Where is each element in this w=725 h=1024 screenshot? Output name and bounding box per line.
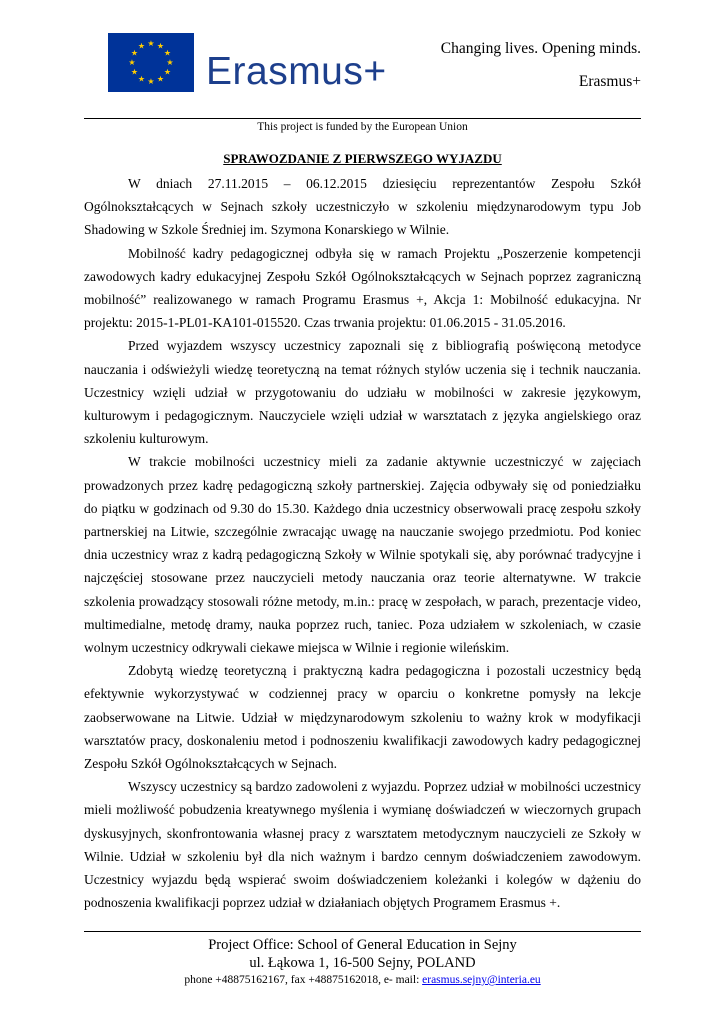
header-divider — [84, 118, 641, 119]
erasmus-plus-logo: Erasmus+ — [206, 50, 387, 93]
paragraph: Mobilność kadry pedagogicznej odbyła się w ramach Projektu „Poszerzenie kompetencji zawodowych kadry edukacyjnej Zespołu Szkół Ogólnokształcących w Sejnach poprzez zagraniczną mobilność” realizowanego w ramach Programu Erasmus +, Akcja 1: Mobilność edukacyjna. Nr projektu: 2015-1-PL01-KA101-015520. Czas trwania projektu: 01.06.2015 - 31.05.2016. — [84, 245, 641, 331]
program-name: Erasmus+ — [578, 73, 641, 90]
svg-text:★: ★ — [163, 48, 172, 58]
paragraph: Zdobytą wiedzę teoretyczną i praktyczną kadra pedagogiczna i pozostali uczestnicy będą efektywnie wykorzystywać w codziennej pracy w oparciu o konkretne pomysły na lekcje zaobserwowane na Litwie. Udział w międzynarodowym szkoleniu to ważny krok w modyfikacji warsztatów pracy, doskonaleniu metod i podnoszeniu kwalifikacji zawodowych kadry pedagogicznej Zespołu Szkół Ogólnokształcących w Sejnach. — [84, 663, 641, 772]
paragraph: W dniach 27.11.2015 – 06.12.2015 dziesięciu reprezentantów Zespołu Szkół Ogólnokształcących w Sejnach szkoły uczestniczyło w szkoleniu międzynarodowym typu Job Shadowing w Szkole Średniej im. Szymona Konarskiego w Wilnie. — [84, 176, 641, 238]
eu-flag-logo — [108, 33, 194, 92]
footer-divider — [84, 931, 641, 932]
svg-text:★: ★ — [156, 41, 165, 51]
slogan: Changing lives. Opening minds. — [440, 40, 641, 57]
email-link[interactable]: erasmus.sejny@interia.eu — [422, 974, 541, 986]
paragraph: Przed wyjazdem wszyscy uczestnicy zapoznali się z bibliografią poświęconą metodyce nauczania i odświeżyli wiedzę teoretyczną na temat różnych stylów uczenia się i technik nauczania. Uczestnicy wzięli udział w przygotowaniu do udziału w mobilności w zakresie językowym, kulturowym i pedagogicznym. Nauczyciele wzięli udział w warsztatach z języka angielskiego oraz szkoleniu kulturowym. — [84, 338, 641, 447]
svg-text:★: ★ — [130, 67, 139, 77]
svg-text:★: ★ — [166, 58, 174, 67]
svg-text:★: ★ — [147, 77, 155, 86]
contact-numbers: phone +48875162167, fax +48875162018, e- mail: — [184, 974, 423, 986]
svg-text:★: ★ — [137, 74, 146, 84]
paragraph: Wszyscy uczestnicy są bardzo zadowoleni z wyjazdu. Poprzez udział w mobilności uczestnicy mieli możliwość pobudzenia kreatywnego myślenia i wymianę doświadczeń w wieczornych grupach dyskusyjnych, skonfrontowania własnej pracy z warsztatem metodycznym nauczycieli ze Szkoły w Wilnie. Udział w szkoleniu był dla nich ważnym i bardzo cennym doświadczeniem zawodowym. Uczestnicy wyjazdu będą wspierać swoim doświadczeniem koleżanki i kolegów w dążeniu do podnoszenia kwalifikacji poprzez udział w działaniach objętych Programem Erasmus +. — [84, 779, 641, 911]
footer — [84, 936, 641, 988]
paragraph: W trakcie mobilności uczestnicy mieli za zadanie aktywnie uczestniczyć w zajęciach prowadzonych przez kadrę pedagogiczną szkoły partnerskiej. Zajęcia odbywały się od poniedziałku do piątku w godzinach od 9.30 do 15.30. Każdego dnia uczestnicy obserwowali pracę zespołu szkoły partnerskiej na Litwie, szczególnie zwracając uwagę na nauczanie swojego przedmiotu. Pod koniec dnia uczestnicy wraz z kadrą pedagogiczną Szkoły w Wilnie spotykali się, aby porównać tradycyjne i najczęściej stosowane przez nauczycieli metody nauczania oraz teorie alternatywne. W trakcie szkolenia prowadzący stosowali różne metody, m.in.: pracę w zespołach, w parach, prezentacje video, multimedialne, metodę dramy, nauka poprzez ruch, taniec. Poza udziałem w szkoleniach, w czasie wolnym uczestnicy odkrywali ciekawe miejsca w Wilnie i regionie wileńskim. — [84, 454, 641, 656]
report-title: SPRAWOZDANIE Z PIERWSZEGO WYJAZDU — [223, 151, 502, 166]
svg-text:★: ★ — [137, 41, 146, 51]
svg-text:★: ★ — [128, 58, 136, 67]
svg-text:★: ★ — [130, 48, 139, 58]
svg-text:★: ★ — [156, 74, 165, 84]
office-address: ul. Łąkowa 1, 16-500 Sejny, POLAND — [249, 955, 476, 971]
funding-note: This project is funded by the European Union — [257, 121, 468, 133]
svg-text:★: ★ — [147, 39, 155, 48]
report-body — [84, 172, 641, 915]
contact-line — [84, 972, 641, 988]
svg-text:★: ★ — [163, 67, 172, 77]
project-office: Project Office: School of General Education in Sejny — [208, 937, 517, 953]
